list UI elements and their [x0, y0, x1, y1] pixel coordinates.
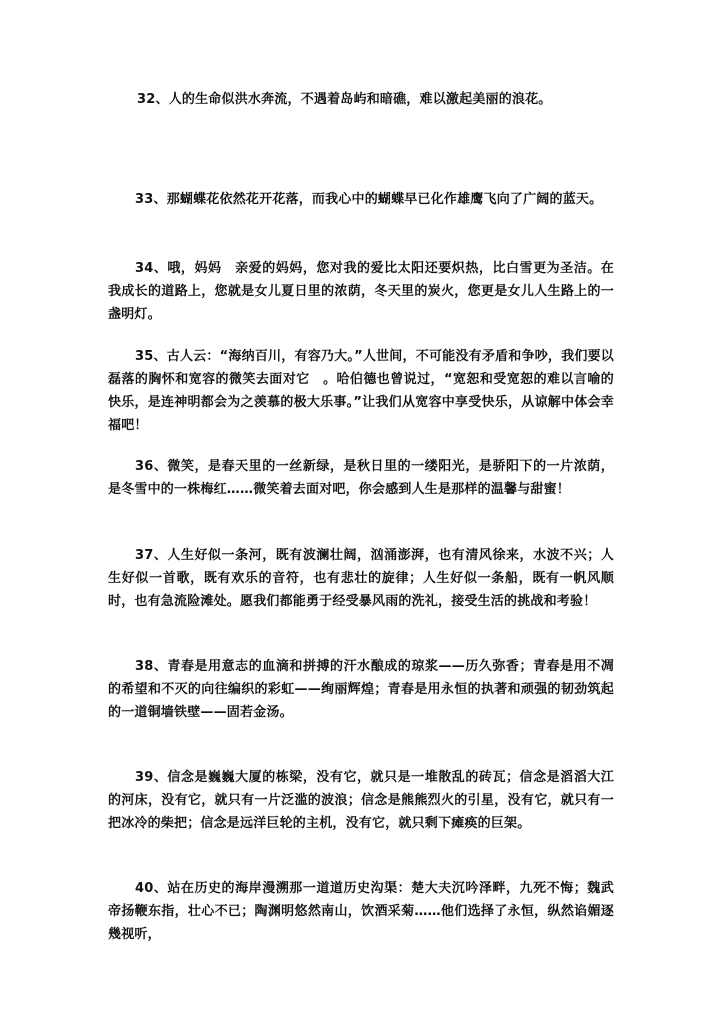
- paragraph-35: 35、古人云：“海纳百川，有容乃大。”人世间，不可能没有矛盾和争吵，我们要以磊落的胸怀和宽容的微笑去面对它 。哈伯德也曾说过，“宽恕和受宽恕的难以言喻的快乐，是连神明都会为之羡慕的极大乐事。”让我们从宽容中享受快乐，从谅解中体会幸福吧！: [108, 349, 614, 433]
- paragraph-36: 36、微笑，是春天里的一丝新绿，是秋日里的一缕阳光，是骄阳下的一片浓荫，是冬雪中的一株梅红……微笑着去面对吧，你会感到人生是那样的温馨与甜蜜！: [108, 459, 614, 497]
- paragraph-32: 32、人的生命似洪水奔流，不遇着岛屿和暗礁，难以激起美丽的浪花。: [137, 92, 552, 107]
- paragraph-34: 34、哦，妈妈 亲爱的妈妈，您对我的爱比太阳还要炽热，比白雪更为圣洁。在我成长的道路上，您就是女儿夏日里的浓荫，冬天里的炭火，您更是女儿人生路上的一盏明灯。: [108, 261, 614, 322]
- paragraph-38: 38、青春是用意志的血滴和拼搏的汗水酿成的琼浆——历久弥香；青春是用不凋的希望和不灭的向往编织的彩虹——绚丽辉煌；青春是用永恒的执著和顽强的韧劲筑起的一道铜墙铁壁——固若金汤。: [108, 659, 614, 720]
- paragraph-33: 33、那蝴蝶花依然花开花落，而我心中的蝴蝶早已化作雄鹰飞向了广阔的蓝天。: [135, 192, 603, 207]
- paragraph-39: 39、信念是巍巍大厦的栋梁，没有它，就只是一堆散乱的砖瓦；信念是滔滔大江的河床，没有它，就只有一片泛滥的波浪；信念是熊熊烈火的引星，没有它，就只有一把冰冷的柴把；信念是远洋巨轮的主机，没有它，就只剩下瘫痪的巨架。: [108, 770, 614, 831]
- paragraph-37: 37、人生好似一条河，既有波澜壮阔，汹涌澎湃，也有清风徐来，水波不兴；人生好似一首歌，既有欢乐的音符，也有悲壮的旋律；人生好似一条船，既有一帆风顺时，也有急流险滩处。愿我们都能勇于经受暴风雨的洗礼，接受生活的挑战和考验！: [108, 548, 614, 609]
- paragraph-40: 40、站在历史的海岸漫溯那一道道历史沟渠：楚大夫沉吟泽畔，九死不悔；魏武帝扬鞭东指，壮心不已；陶渊明悠然南山，饮酒采菊……他们选择了永恒，纵然谄媚逐幾视听，: [108, 881, 614, 942]
